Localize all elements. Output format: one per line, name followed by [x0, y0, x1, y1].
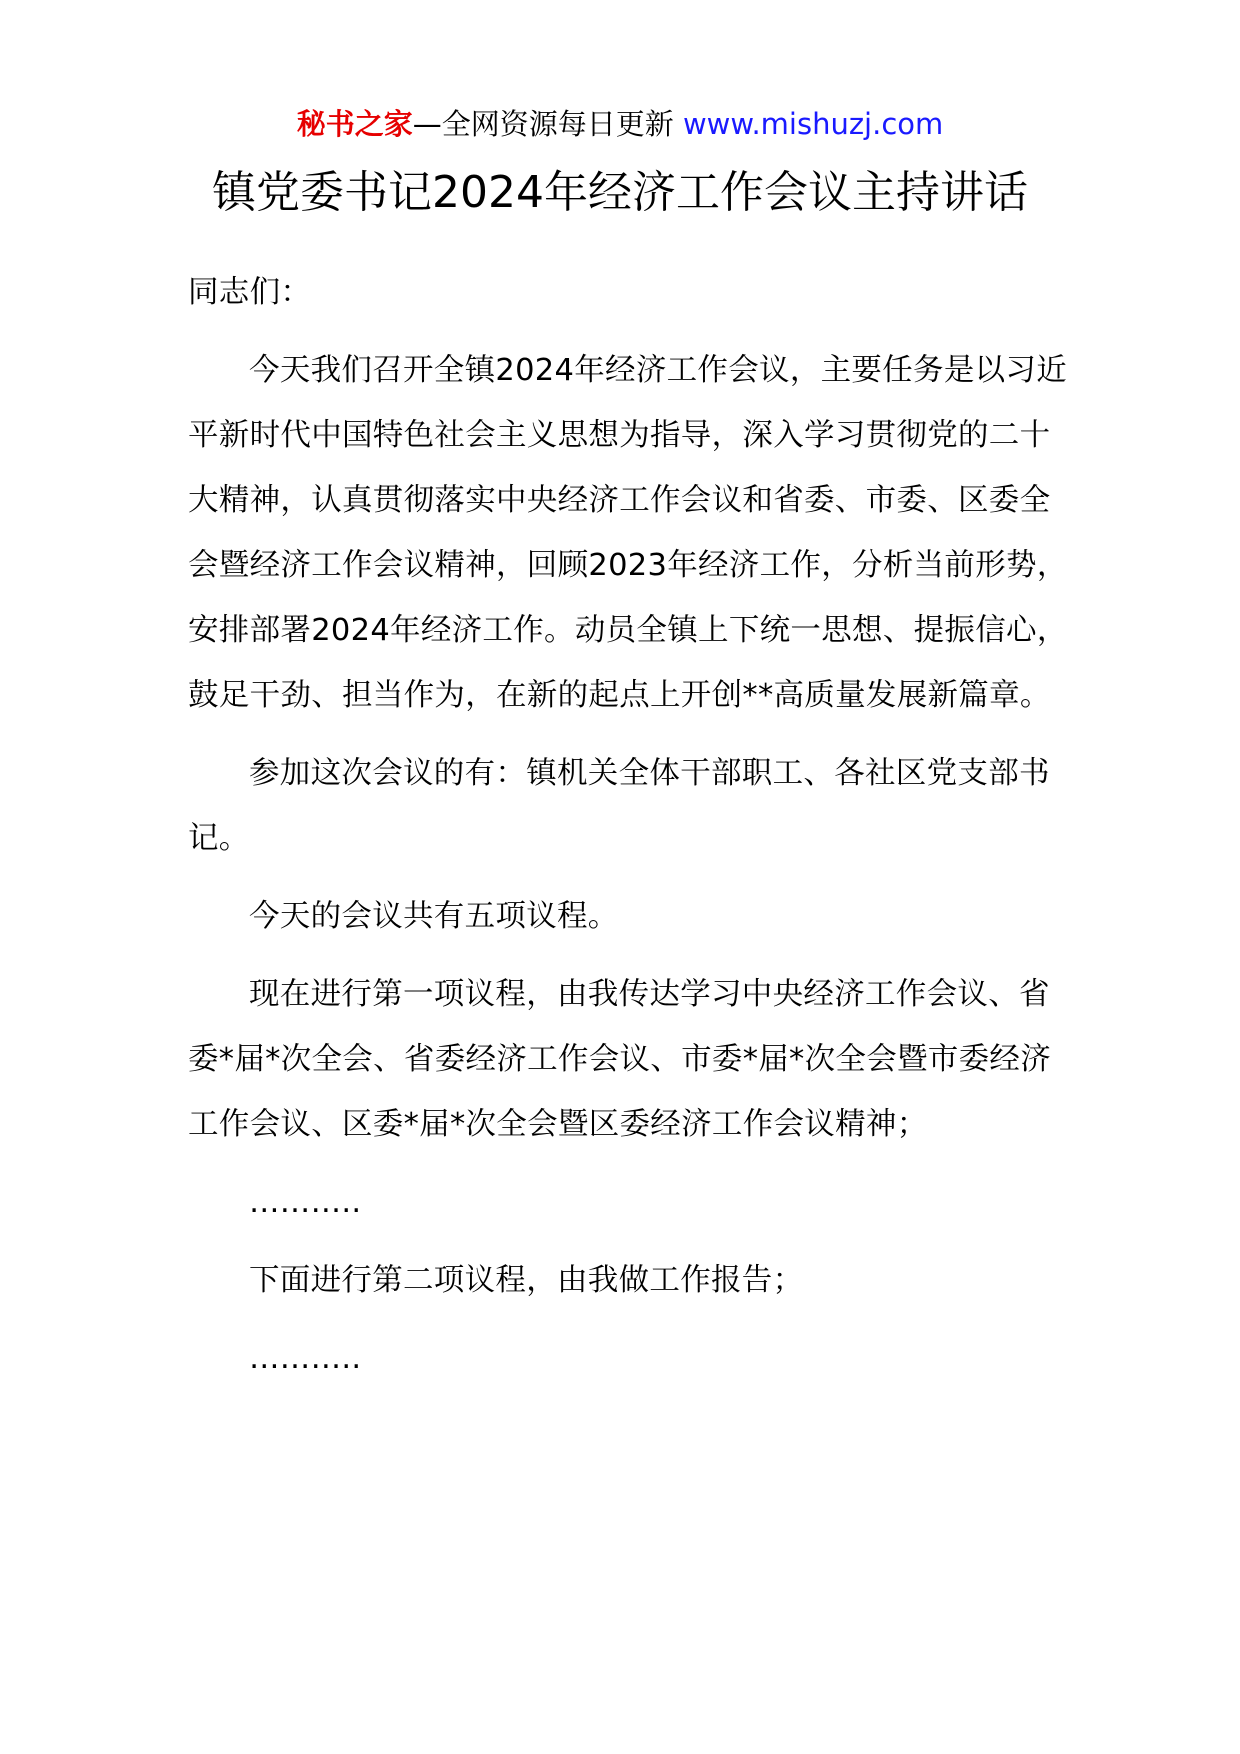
- site-header: [0, 104, 1240, 144]
- site-tagline: —全网资源每日更新: [412, 107, 674, 141]
- document-title: 镇党委书记2024年经济工作会议主持讲话: [212, 167, 1028, 218]
- paragraph: 今天的会议共有五项议程。: [249, 899, 619, 934]
- site-url-link[interactable]: www.mishuzj.com: [682, 107, 944, 141]
- brand-name: 秘书之家: [296, 107, 413, 141]
- ellipsis-paragraph: ………..: [249, 1341, 362, 1376]
- paragraph: 下面进行第二项议程，由我做工作报告；: [249, 1263, 804, 1298]
- ellipsis-paragraph: ………..: [249, 1185, 362, 1220]
- salutation: 同志们：: [188, 275, 312, 310]
- paragraph: 今天我们召开全镇2024年经济工作会议，主要任务是以习近平新时代中国特色社会主义思想为指导，深入学习贯彻党的二十大精神，认真贯彻落实中央经济工作会议和省委、市委、区委全会暨经济工作会议精神，回顾2023年经济工作，分析当前形势，安排部署2024年经济工作。动员全镇上下统一思想、提振信心，鼓足干劲、担当作为，在新的起点上开创**高质量发展新篇章。: [188, 353, 1068, 713]
- paragraph: 现在进行第一项议程，由我传达学习中央经济工作会议、省委*届*次全会、省委经济工作会议、市委*届*次全会暨市委经济工作会议、区委*届*次全会暨区委经济工作会议精神；: [188, 977, 1051, 1142]
- paragraph: 参加这次会议的有：镇机关全体干部职工、各社区党支部书记。: [188, 756, 1050, 856]
- document-body: [188, 260, 1068, 1404]
